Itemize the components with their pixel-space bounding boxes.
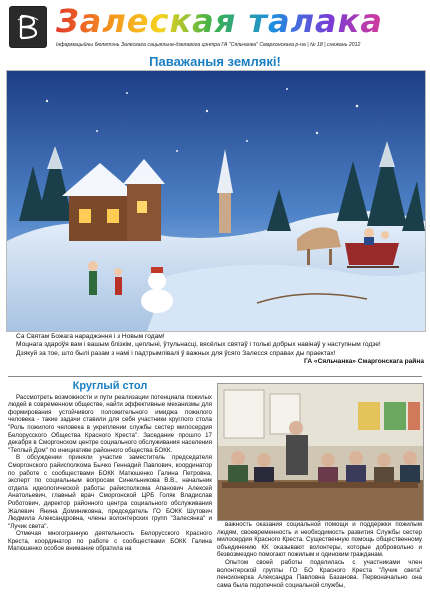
winter-scene-image bbox=[6, 70, 426, 332]
greeting-line-3: Дзякуй за тое, што былі разам з намі і падтрымлівалі ў важных для ўсяго Залесся справах ды праектах! bbox=[16, 349, 336, 357]
greeting-text bbox=[8, 333, 424, 367]
newspaper-title: Залеская талака bbox=[56, 2, 383, 40]
article-paragraph: Отмечая многогранную деятельность Белорусского Красного Креста, координатор по работе с сообществами БОКК Галина Матюшенко особое внимание обратила на bbox=[8, 530, 212, 553]
article-paragraph: Опытом своей работы поделилась с участниками член волонтерской группы ГО БО Красного Креста "Лучик света" пенсионерка Александра Павловна Базанова. Первоначально она сама была подопечной социальной службы, bbox=[217, 558, 422, 589]
newspaper-subline: Інфармацыйны бюлетэнь Залескага сацыяльна-дзелавога цэнтра ГА "Сяльчанка" Смаргонскага р-на | № 18 | снежань 2012 bbox=[56, 42, 361, 48]
logo-monogram-icon bbox=[9, 6, 47, 48]
article-title: Круглый стол bbox=[72, 380, 148, 392]
greeting-line-2: Моцнага здароўя вам і вашым блізкім, цеплыні, ўтульнасці, вясёлых святаў і толькі добрых навінаў у наступным годзе! bbox=[16, 341, 381, 349]
masthead bbox=[0, 0, 430, 54]
article-right-column bbox=[217, 521, 422, 589]
round-table-photo bbox=[217, 383, 424, 521]
greeting-signature: ГА «Сяльчанка» Смаргонскага райна bbox=[304, 358, 424, 366]
article-left-column bbox=[8, 380, 212, 553]
greeting-title: Паважаныя землякі! bbox=[149, 54, 281, 69]
article-paragraph: В обсуждении приняли участие заместитель председателя Сморгонского райисполкома Бычко Геннадий Павлович, координатор по работе с сообществами БОКК Матюшенко Галина Петровна, эксперт по социальным вопросам Синельникова В.В., начальник отдела идеологической работы райисполкома Апанович Алексей Анатольевич, главный врач Сморгонской ЦРБ Голяк Владислав Роботович, директор районного центра социального обслуживания Жалевич Янина Доминиковна, председатель ГО БОКК Шутович Людмила Александровна, члены волонтерских групп "Залесянка" и "Лучик света". bbox=[8, 454, 212, 530]
article-paragraph: Рассмотреть возможности и пути реализации потенциала пожилых людей в современном обществе, найти эффективные механизмы для формирования устойчивого положительного имиджа пожилого человека - такие задачи ставили для себя участники круглого стола "Роль пожилого человека в укреплении службы сестер милосердия Белорусского Общества Красного Креста". Заседание прошло 17 декабря в Сморгонском центре социального обслуживания населения "Теплый Дом" по инициативе районного общества БОКК. bbox=[8, 393, 212, 454]
greeting-line-1: Са Святам Божага нараджэння і з Новым годам! bbox=[16, 333, 165, 340]
article-paragraph: важность оказания социальной помощи и поддержки пожилым людям, своевременность и необходимость развития Службы сестер милосердия Красного Креста. Существенную помощь общественному объединению КК оказывают волонтеры, которые добровольно и безвозмездно помогают пожилым и одиноким гражданам. bbox=[217, 521, 422, 559]
section-divider bbox=[8, 376, 422, 377]
